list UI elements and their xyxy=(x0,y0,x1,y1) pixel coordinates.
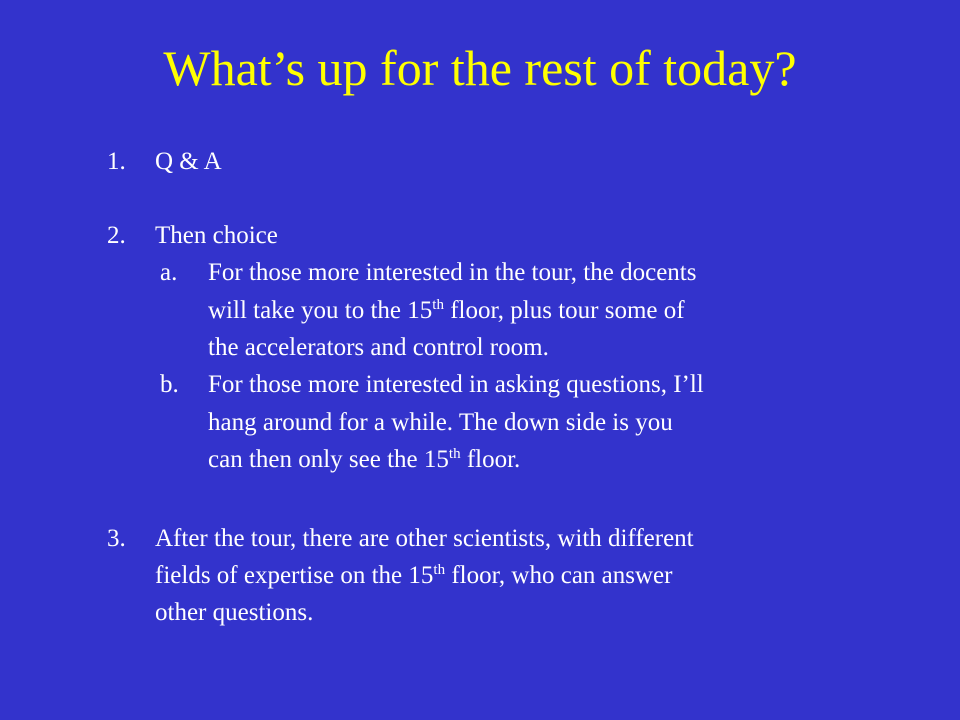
sub-list-item-letter: a. xyxy=(160,259,178,286)
list-item-line: After the tour, there are other scientists, with different xyxy=(155,525,694,552)
list-item-text: Then choice xyxy=(155,222,278,249)
list-item-line: fields of expertise on the 15th floor, who can answer xyxy=(155,562,673,589)
list-item-line: other questions. xyxy=(155,599,314,626)
sub-list-item-line: the accelerators and control room. xyxy=(208,334,549,361)
list-item-text: Q & A xyxy=(155,148,222,175)
sub-list-item-line: For those more interested in asking questions, I’ll xyxy=(208,371,704,398)
list-item-number: 1. xyxy=(107,148,126,175)
list-item-number: 2. xyxy=(107,222,126,249)
list-item-number: 3. xyxy=(107,525,126,552)
sub-list-item-letter: b. xyxy=(160,371,179,398)
sub-list-item-line: can then only see the 15th floor. xyxy=(208,446,521,473)
slide-title: What’s up for the rest of today? xyxy=(163,40,797,96)
sub-list-item-line: hang around for a while. The down side is you xyxy=(208,409,673,436)
sub-list-item-line: For those more interested in the tour, the docents xyxy=(208,259,697,286)
sub-list-item-line: will take you to the 15th floor, plus tour some of xyxy=(208,297,685,324)
